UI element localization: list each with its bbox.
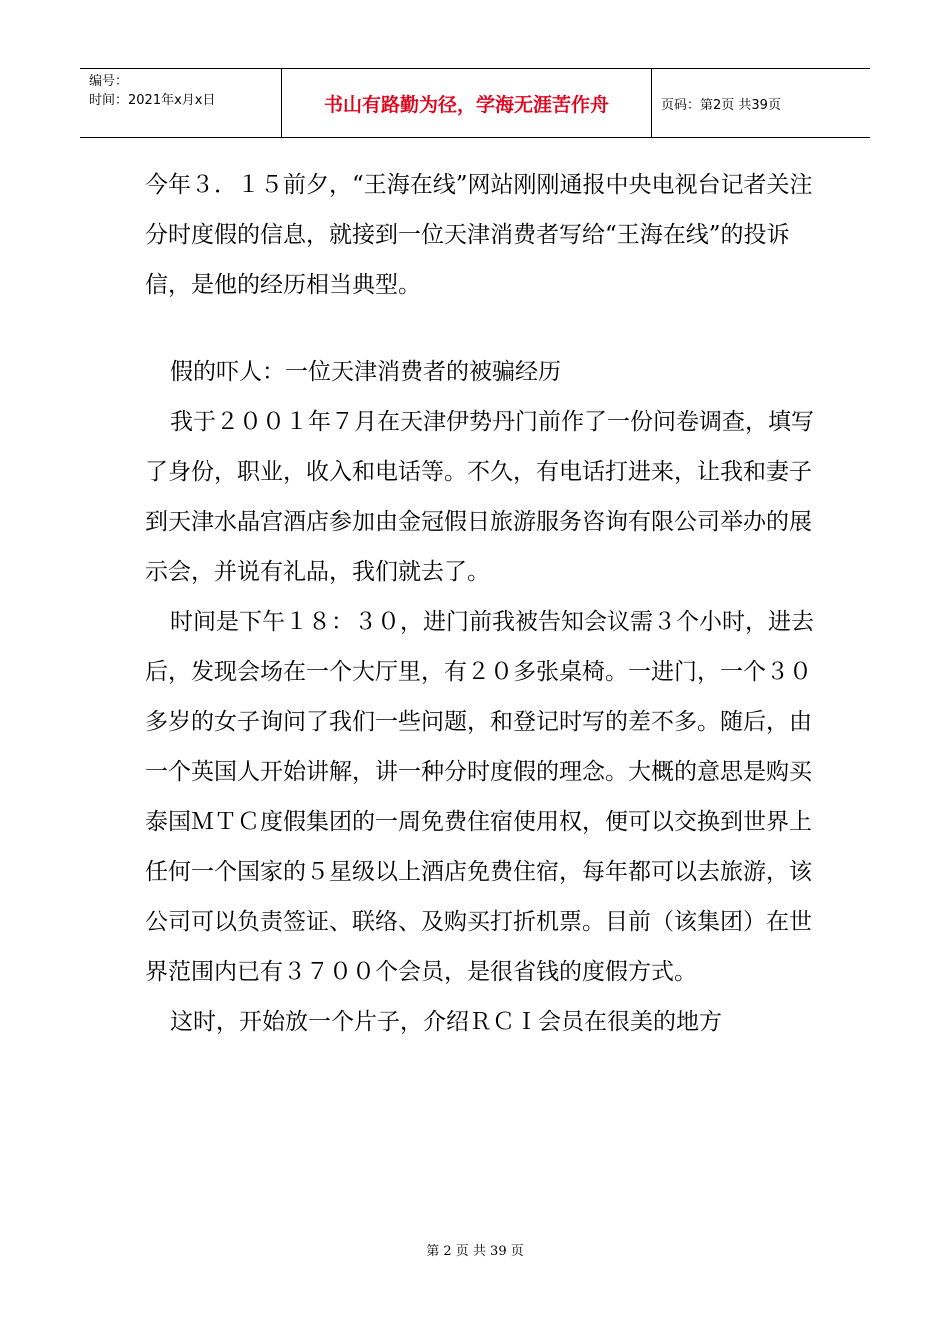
section-heading: 假的吓人：一位天津消费者的被骗经历 xyxy=(170,359,561,385)
paragraph-intro: 今年３．１５前夕，“王海在线”网站刚刚通报中央电视台记者关注分时度假的信息，就接到一位天津消费者写给“王海在线”的投诉信，是他的经历相当典型。 xyxy=(145,172,813,298)
document-date: 时间：2021年x月x日 xyxy=(89,93,216,108)
page-footer: 第 2 页 共 39 页 xyxy=(426,1244,524,1259)
paragraph: 时间是下午１８：３０，进门前我被告知会议需３个小时，进去后，发现会场在一个大厅里，有２０多张桌椅。一进门，一个３０多岁的女子询问了我们一些问题，和登记时写的差不多。随后，由一个英国人开始讲解，讲一种分时度假的理念。大概的意思是购买泰国ＭＴＣ度假集团的一周免费住宿使用权，便可以交换到世界上任何一个国家的５星级以上酒店免费住宿，每年都可以去旅游，该公司可以负责签证、联络、及购买打折机票。目前（该集团）在世界范围内已有３７００个会员，是很省钱的度假方式。 xyxy=(145,609,814,985)
paragraph: 我于２００１年７月在天津伊势丹门前作了一份问卷调查，填写了身份，职业，收入和电话等。不久，有电话打进来，让我和妻子到天津水晶宫酒店参加由金冠假日旅游服务咨询有限公司举办的展示会，并说有礼品，我们就去了。 xyxy=(145,409,814,585)
paragraph: 这时，开始放一个片子，介绍ＲＣＩ会员在很美的地方 xyxy=(170,1009,722,1035)
document-number-label: 编号： xyxy=(89,74,129,89)
header-meta xyxy=(80,69,282,137)
header-motto: 书山有路勤为径，学海无涯苦作舟 xyxy=(282,69,652,137)
document-body xyxy=(145,160,825,1047)
page-header xyxy=(80,68,870,138)
header-page-info: 页码：第2页 共39页 xyxy=(661,97,781,113)
